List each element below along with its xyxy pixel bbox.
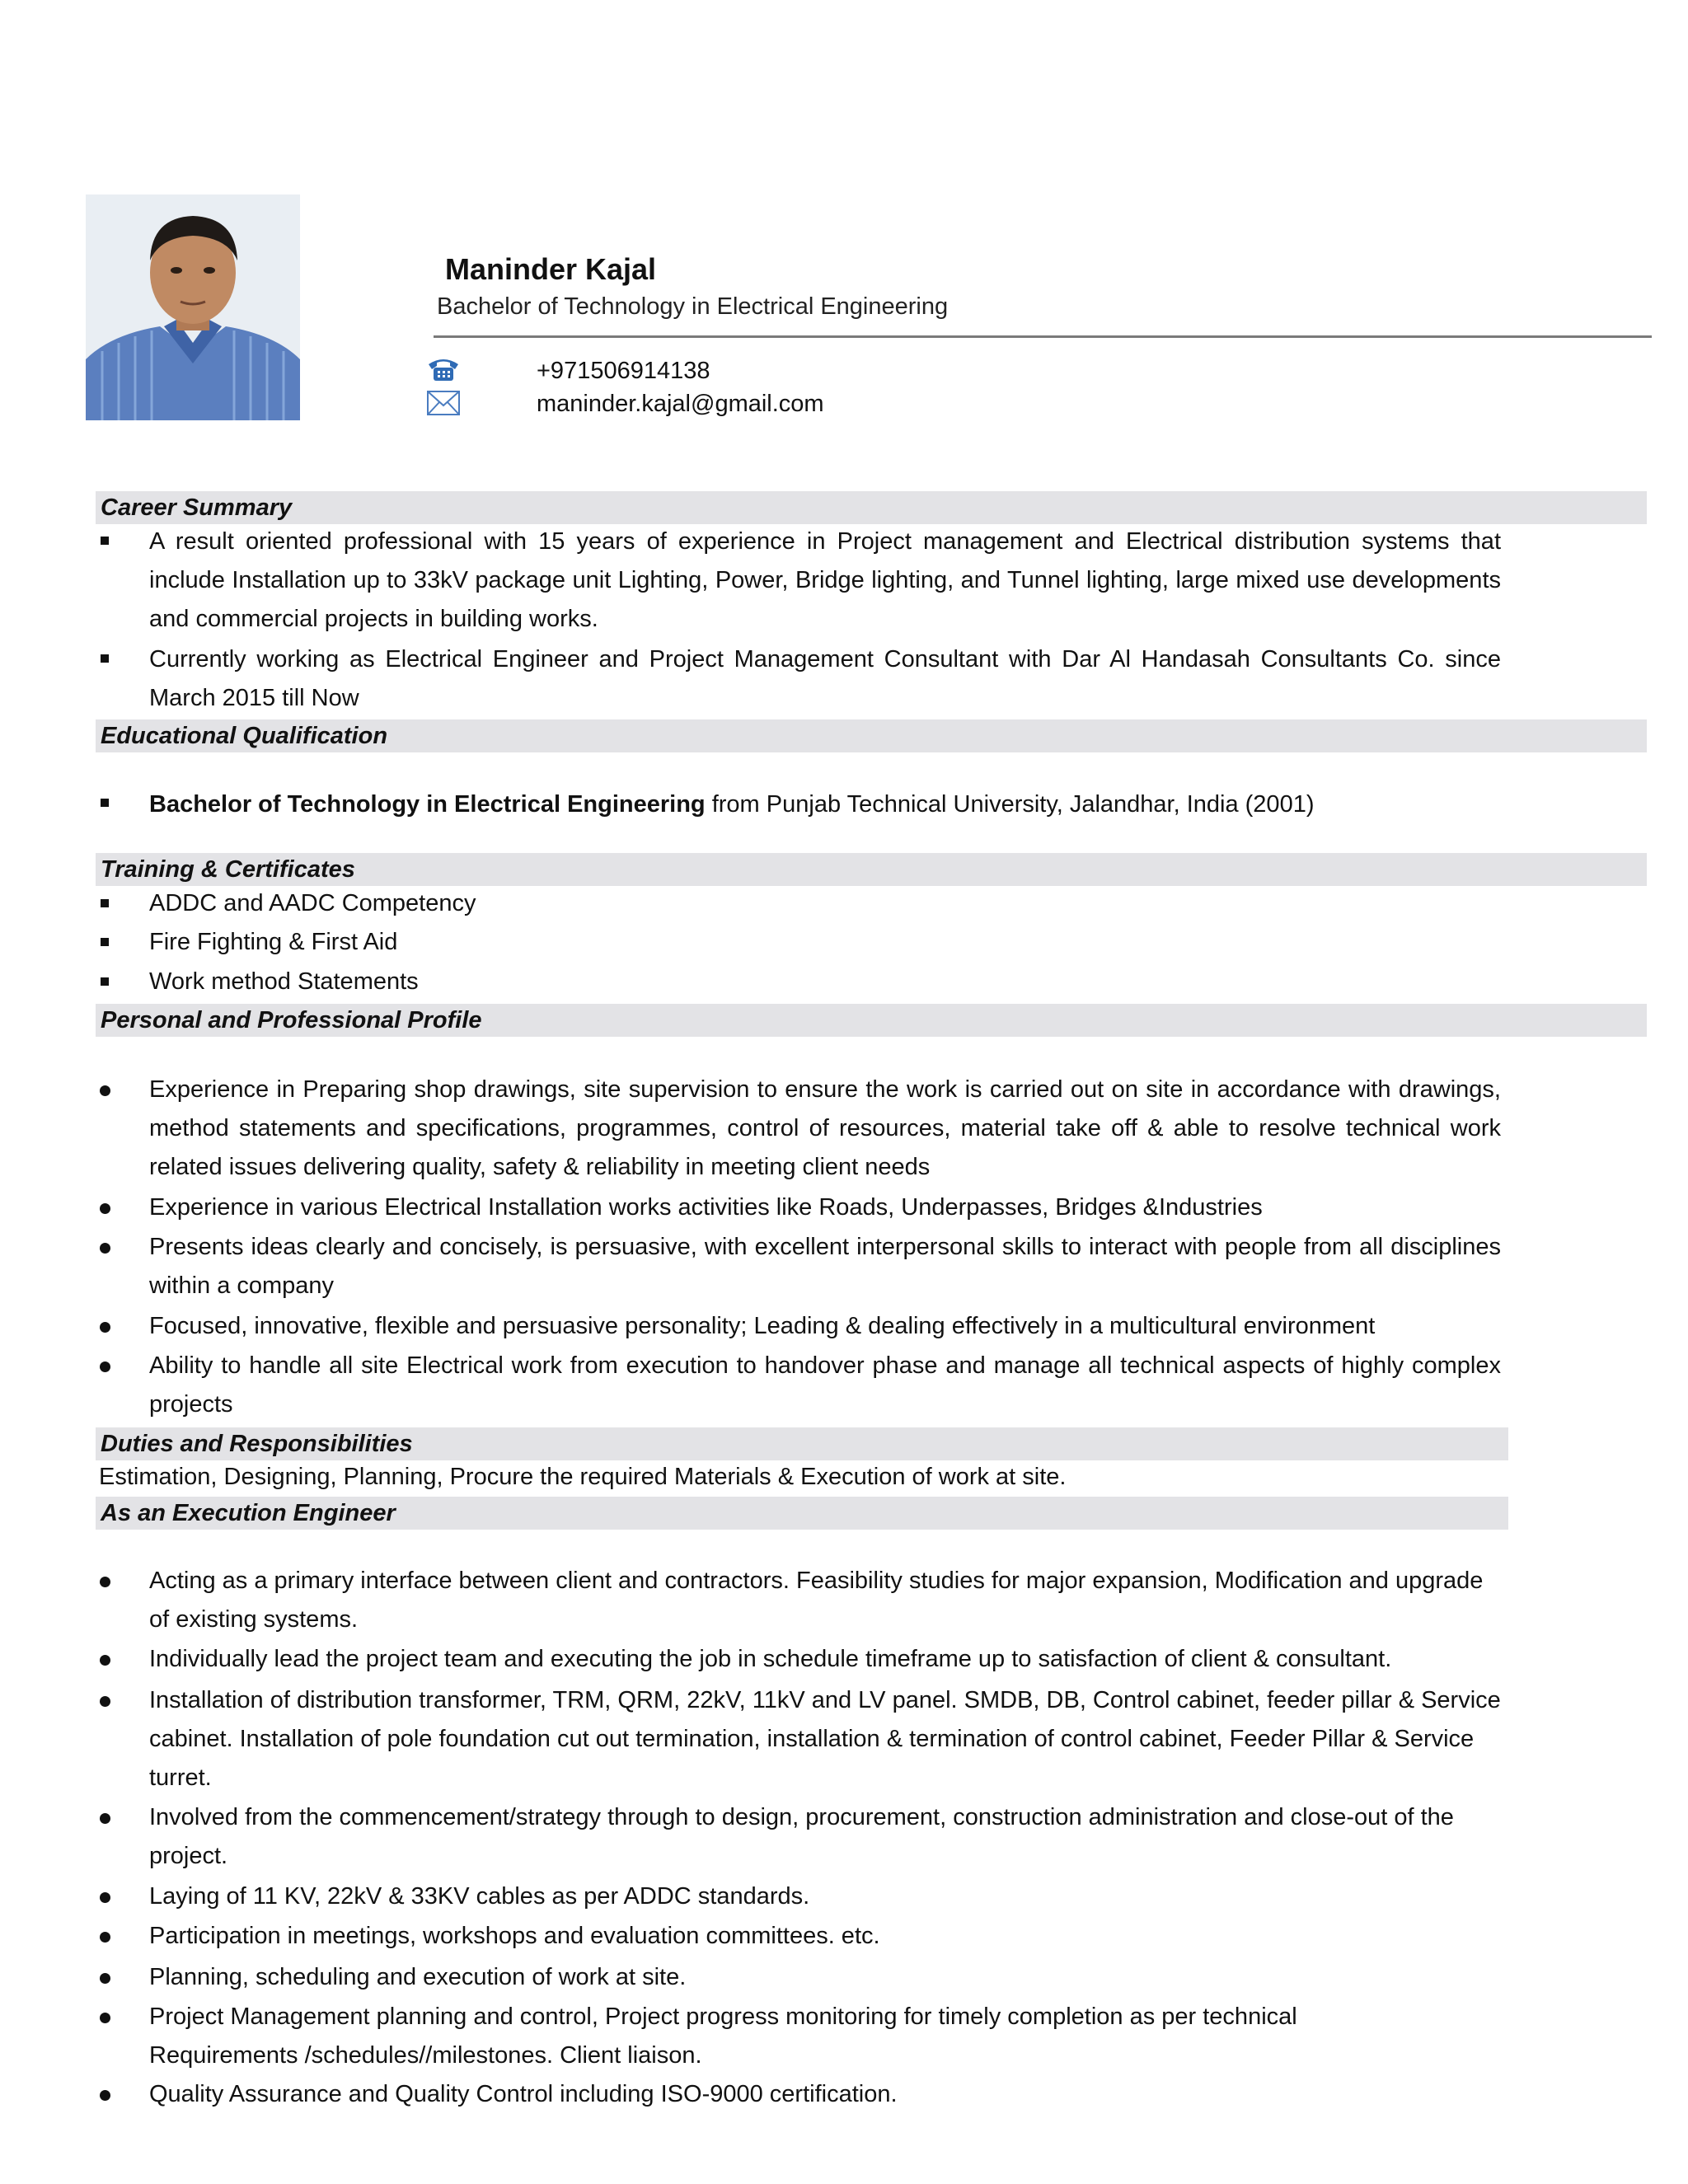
bullet bbox=[100, 1932, 110, 1943]
list-item: Project Management planning and control, Project progress monitoring for timely completion as per technical Requirements /schedules//milestones. Client liaison. bbox=[149, 2004, 1297, 2069]
list-item: Experience in various Electrical Installation works activities like Roads, Underpasses, Bridges &Industries bbox=[149, 1194, 1263, 1221]
list-item: Experience in Preparing shop drawings, site supervision to ensure the work is carried out on site in accordance with drawings, method statements and specifications, programmes, control of resources, material take off & able to resolve technical work related issues delivering quality, safety & reliability in meeting client needs bbox=[149, 1076, 1501, 1180]
degree-institution: from Punjab Technical University, Jalandhar, India (2001) bbox=[705, 791, 1315, 818]
bullet bbox=[100, 1813, 110, 1824]
list-item: Presents ideas clearly and concisely, is persuasive, with excellent interpersonal skills to interact with people from all disciplines within a company bbox=[149, 1234, 1501, 1299]
section-profile bbox=[96, 1004, 1647, 1037]
section-training bbox=[96, 853, 1647, 886]
candidate-degree: Bachelor of Technology in Electrical Engineering bbox=[437, 293, 949, 320]
list-item: Planning, scheduling and execution of work at site. bbox=[149, 1964, 687, 1990]
list-item: Fire Fighting & First Aid bbox=[149, 929, 398, 955]
bullet bbox=[100, 1655, 110, 1666]
list-item: Involved from the commencement/strategy through to design, procurement, construction administration and close-out of the project. bbox=[149, 1804, 1454, 1869]
list-item: ADDC and AADC Competency bbox=[149, 890, 476, 916]
bullet bbox=[100, 1577, 110, 1587]
bullet bbox=[101, 654, 109, 663]
list-item: Work method Statements bbox=[149, 968, 419, 995]
education-degree bbox=[149, 785, 1501, 824]
bullet bbox=[100, 1696, 110, 1707]
list-item: Participation in meetings, workshops and evaluation committees. etc. bbox=[149, 1923, 880, 1949]
section-duties bbox=[96, 1427, 1508, 1460]
candidate-name: Maninder Kajal bbox=[445, 252, 657, 286]
list-item: Ability to handle all site Electrical work from execution to handover phase and manage all technical aspects of highly complex projects bbox=[149, 1352, 1501, 1418]
list-item: Acting as a primary interface between client and contractors. Feasibility studies for major expansion, Modification and upgrade of existing systems. bbox=[149, 1568, 1484, 1633]
list-item: Installation of distribution transformer, TRM, QRM, 22kV, 11kV and LV panel. SMDB, DB, Control cabinet, feeder pillar & Service cabinet. Installation of pole foundation cut out termination, installation & termination of control cabinet, Feeder Pillar & Service turret. bbox=[149, 1687, 1501, 1791]
bullet bbox=[100, 2090, 110, 2101]
section-title: Educational Qualification bbox=[101, 723, 388, 749]
list-item: Currently working as Electrical Engineer and Project Management Consultant with Dar Al Handasah Consultants Co. since March 2015 till Now bbox=[149, 646, 1501, 711]
bullet bbox=[101, 938, 109, 946]
email-address: maninder.kajal@gmail.com bbox=[537, 391, 824, 417]
bullet bbox=[100, 1085, 110, 1096]
phone-number: +971506914138 bbox=[537, 358, 710, 384]
bullet bbox=[101, 537, 109, 545]
bullet bbox=[100, 2013, 110, 2023]
header-divider bbox=[434, 335, 1652, 338]
bullet bbox=[100, 1203, 110, 1214]
degree-name: Bachelor of Technology in Electrical Engineering bbox=[149, 791, 706, 818]
section-career-summary bbox=[96, 491, 1647, 524]
bullet bbox=[101, 799, 109, 807]
profile-photo bbox=[86, 194, 300, 420]
bullet bbox=[100, 1361, 110, 1372]
section-title: Duties and Responsibilities bbox=[101, 1431, 413, 1457]
bullet bbox=[100, 1973, 110, 1984]
list-item: A result oriented professional with 15 years of experience in Project management and Electrical distribution systems that include Installation up to 33kV package unit Lighting, Power, Bridge lighting, and Tunnel lighting, large mixed use developments and commercial projects in building works. bbox=[149, 528, 1501, 632]
envelope-icon bbox=[425, 389, 462, 417]
list-item: Focused, innovative, flexible and persuasive personality; Leading & dealing effectively in a multicultural environment bbox=[149, 1313, 1376, 1339]
section-education bbox=[96, 719, 1647, 752]
bullet bbox=[101, 899, 109, 907]
section-title: Personal and Professional Profile bbox=[101, 1007, 482, 1033]
duties-text: Estimation, Designing, Planning, Procure the required Materials & Execution of work at site. bbox=[99, 1464, 1067, 1490]
list-item: Laying of 11 KV, 22kV & 33KV cables as per ADDC standards. bbox=[149, 1883, 810, 1910]
bullet bbox=[100, 1892, 110, 1903]
bullet bbox=[100, 1322, 110, 1333]
section-execution bbox=[96, 1497, 1508, 1530]
section-title: As an Execution Engineer bbox=[101, 1500, 396, 1526]
bullet bbox=[101, 977, 109, 986]
list-item: Quality Assurance and Quality Control including ISO-9000 certification. bbox=[149, 2081, 898, 2107]
profile-photo-image bbox=[86, 194, 300, 420]
list-item: Individually lead the project team and executing the job in schedule timeframe up to satisfaction of client & consultant. bbox=[149, 1646, 1392, 1672]
telephone-icon bbox=[425, 354, 462, 382]
section-title: Training & Certificates bbox=[101, 856, 355, 883]
bullet bbox=[100, 1243, 110, 1254]
section-title: Career Summary bbox=[101, 494, 293, 521]
